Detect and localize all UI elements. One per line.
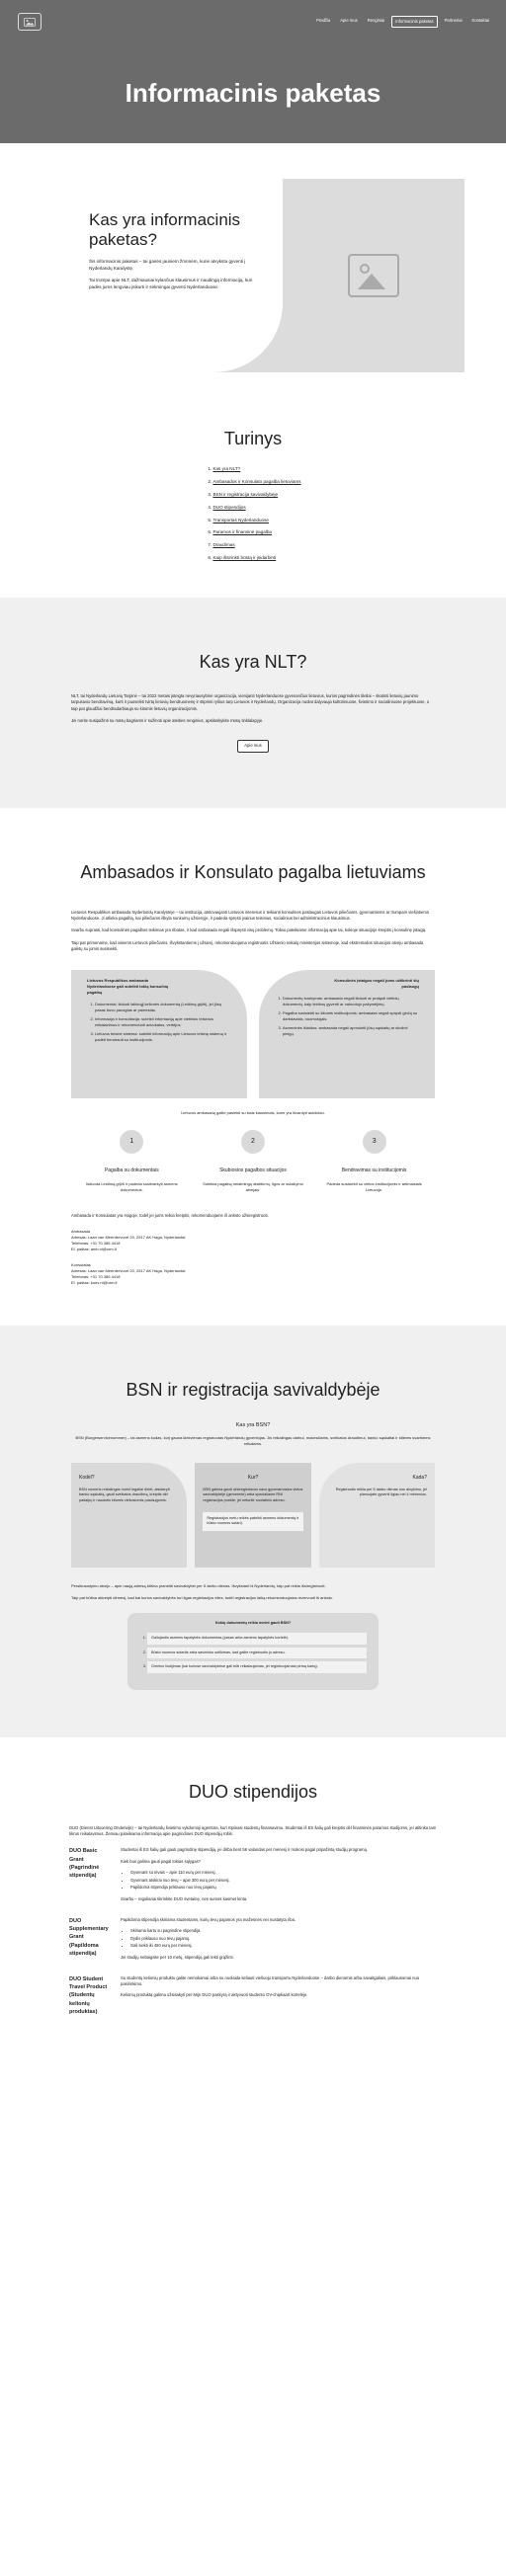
bsn-cards	[71, 1463, 435, 1568]
intro-text-panel	[71, 179, 283, 372]
contact-phone: Telefonas: +31 70 385 4418	[71, 1273, 121, 1279]
list-item: • Papildoma stipendija priklauso nuo tėvų pajamų.	[130, 1885, 437, 1891]
list-item: 3. Gimimo liudijimas (kai kuriose savivaldybėse gali būti reikalaujamas, jei registruojamasi pirmą kartą).	[147, 1661, 367, 1673]
intro-card	[71, 179, 464, 372]
bsn-paragraph: Taip pat būtina atkreipti dėmesį, kad kai kurios savivaldybės turi ilgas registracijos eiles, todėl registracijos laiką rekomenduojama rezervuoti iš anksto.	[71, 1595, 334, 1601]
step-text: Padeda susisiekti su vietos institucijomis ir artimaisiais Lietuvoje.	[326, 1180, 422, 1192]
nlt-title: Kas yra NLT?	[199, 652, 307, 673]
duo-paragraph: Papildoma stipendija skiriama studentams, kurių tėvų pajamos yra mažesnės nei nustatyta riba.	[121, 1916, 296, 1922]
list-item: 2. Informacija ir konsultacija: suteikti informaciją apie vietinius teisinius reikalavimus ir rekomenduoti advokatus, vertėjus.	[95, 1016, 231, 1028]
bsn-section	[0, 1326, 506, 1737]
card-text: Registruotis reikia per 5 darbo dienas nuo atvykimo, jei planuojate gyventi ilgiau nei 4 mėnesius.	[335, 1487, 427, 1497]
embassy-paragraph: Svarbu suprasti, kad konsulinės pagalbos teikimas yra ribotas, ir kad ambasada negali išspręsti visų problemų. Toliau pateikiame informaciją apie tai, kokioje situacijoje kreiptis į konsulinę įstaigą.	[71, 927, 427, 933]
embassy-section	[0, 808, 506, 1326]
card-question: Kada?	[412, 1475, 427, 1482]
toc-link[interactable]: BSN ir registracija savivaldybėje	[212, 491, 279, 497]
toc-list	[205, 466, 300, 568]
contact-address: Adresas: Laan van Meerdervoort 20, 2517 AK Haga, Nyderlandai	[71, 1267, 186, 1273]
toc-item	[212, 529, 300, 536]
nav-item-about[interactable]: Apie mus	[340, 17, 358, 23]
duo-list	[121, 1928, 437, 1949]
nav-item-home[interactable]: Pradžia	[316, 17, 331, 23]
duo-row	[69, 1847, 437, 1906]
can-help-card	[71, 970, 247, 1098]
toc-item	[212, 518, 300, 524]
step-title: Skubiosios pagalbos situacijos	[219, 1167, 287, 1174]
step-number: 2	[241, 1130, 265, 1154]
list-item: 1. Dokumentai: išduoti laikinąjį kelionės dokumentą (Leidimą grįžti), jei jūsų pasas buvo pavogtas ar pamestas.	[95, 1002, 231, 1013]
list-item: • Dydis priklauso nuo tėvų pajamų.	[130, 1936, 437, 1942]
list-item: 1. Galiojantis asmens tapatybės dokumentas (pasas arba asmens tapatybės kortelė).	[147, 1633, 367, 1645]
toc-link[interactable]: DUO stipendijos	[212, 504, 246, 510]
toc-item	[212, 555, 300, 562]
toc-link[interactable]: Transportas Nyderlanduose	[212, 517, 269, 523]
nlt-paragraph: NLT, tai Nyderlandų Lietuvių Tarpinė – tai 2022 metais įsteigta nevyriausybinė organizacija, vienijanti Nyderlanduose gyvenančius lietuvius, kurios pagrindinės tikslai – skatinti lietuvių jaunimo tarpusavio bendravimą, kurti ir puoselėti tvirtą lietuvių bendruomenę ir stiprinti ryšius tarp Lietuvos ir Nyderlandų. Organizacija nuolat dalyvauja kultūriniuose, švietimo ir socialiniuose projektuose, o taip pat glaudžiai bendradarbiauja su kitomis lietuvių organizacijomis.	[71, 693, 430, 711]
can-help-heading: Lietuvos Respublikos ambasada Nyderlanduose gali suteikti tokią konsulinę pagalbą	[87, 978, 169, 996]
duo-section	[0, 1737, 506, 2036]
duo-paragraph: Kiek bus galima gauti pagal tokias sąlygas?	[121, 1858, 202, 1864]
list-item: • Gyvenant atskirai nuo tėvų – apie 300 eurų per mėnesį.	[130, 1878, 437, 1884]
cannot-help-heading: Konsulinės įstaigos negali jums užtikrinti šių paslaugų	[334, 978, 419, 990]
nav-item-partners[interactable]: Partneriai	[444, 17, 463, 23]
list-item: • Gali siekti iki 450 eurų per mėnesį.	[130, 1943, 437, 1949]
toc-link[interactable]: Ambasados ir Konsulato pagalba lietuviams	[212, 478, 301, 484]
bsn-paragraph: Persikraustymo atveju – apie naują adresą būtina pranešti savivaldybei per 5 darbo dienas. Išvykstant iš Nyderlandų, taip pat reikia išsiregistruoti.	[71, 1583, 326, 1589]
toc-item	[212, 505, 300, 512]
step-title: Bendravimas su institucijomis	[341, 1167, 407, 1174]
toc-item	[212, 479, 300, 486]
duo-row-label: DUO Student Travel Product (Studentų kelionių produktas)	[69, 1975, 108, 2015]
intro-paragraph: Tai trumpa apie NLT, dažniausiai kylančius klausimus ir naudingą informaciją, kuri padės jums lengviau įsikurti ir sėkmingai gyventi Nyderlanduose.	[89, 277, 253, 289]
intro-image-panel	[283, 179, 464, 372]
can-help-list	[87, 1002, 231, 1043]
embassy-paragraph: Lietuvos Respublikos ambasada Nyderlandų Karalystėje – tai institucija, atstovaujanti Lietuvos interesus ir teikianti konsulines paslaugas Lietuvos piliečiams, gyvenantiems ar trumpam viešintiems Nyderlanduose. Ji atlieka pagalbą, kai piliečiams iškyla sunkumų užsienyje, ir padeda spręsti įvairius teisinius, socialinius bei administracinius klausimus.	[71, 909, 429, 921]
nlt-paragraph: Jei norite susipažinti su mūsų bagriams ir sužinoti apie ateities renginius, apsilankykite mūsų tinklalapyje.	[71, 718, 264, 724]
card-text: BSN numeris reikalingas norint legaliai dirbti, atsidaryti banko sąskaitą, gauti sveikatos draudimą, kreiptis dėl pašalpų ir naudotis kitomis viešosiomis paslaugomis.	[79, 1487, 170, 1503]
consulate-contact	[71, 1262, 435, 1286]
about-us-button[interactable]: Apie mus	[237, 740, 268, 752]
list-item: • Skiriama kartu su pagrindine stipendija.	[130, 1928, 437, 1934]
toc-item	[212, 466, 300, 473]
contact-address: Adresas: Laan van Meerdervoort 20, 2517 AK Haga, Nyderlandai	[71, 1234, 186, 1240]
toc-link[interactable]: Kas yra NLT?	[212, 466, 241, 471]
nav-item-info-package[interactable]: Informacinis paketas	[391, 16, 437, 28]
bsn-subtitle: Kas yra BSN?	[235, 1421, 271, 1428]
step-number: 1	[120, 1130, 143, 1154]
toc-item	[212, 492, 300, 499]
duo-row-text	[121, 1917, 437, 1966]
toc-link[interactable]: Paramos ir finansinė pagalba	[212, 529, 272, 535]
duo-list	[121, 1870, 437, 1891]
bsn-where-card	[195, 1463, 310, 1568]
embassy-note: Lietuvos ambasadą galite pasiekti su šiais klausimais, kurie yra išvardyti aukščiau.	[181, 1110, 325, 1116]
list-item: 2. Būsto nuomos sutartis arba savininko sutikimas, kad galite registruotis jo adresu.	[147, 1648, 367, 1659]
contact-title: Konsulatas	[71, 1261, 91, 1267]
duo-paragraph: Svarbu – reguliariai tikrinkite DUO svetainę, nes sumos kasmet kinta.	[121, 1895, 248, 1901]
contact-title: Ambasada	[71, 1228, 91, 1234]
embassy-title: Ambasados ir Konsulato pagalba lietuviams	[80, 861, 426, 882]
contact-email[interactable]: El. paštas: kons.nl@urm.lt	[71, 1279, 118, 1285]
toc-title: Turinys	[223, 429, 283, 448]
duo-paragraph: Kelionių produktą galima užsisakyti per Mijn DUO paskyrą ir aktyvuoti studento OV-chipkaart kortelėje.	[121, 1992, 308, 1998]
list-item: 3. Asmeninės išlaidos: ambasada negali apmokėti jūsų sąskaitų ar skolinti pinigų.	[283, 1025, 419, 1037]
duo-row-label: DUO Basic Grant (Pagrindinė stipendija)	[69, 1848, 100, 1880]
step-card	[320, 1130, 429, 1193]
intro-section	[0, 143, 506, 406]
card-inner-note: Registracijos metu reikės pateikti asmens dokumentą ir būsto nuomos sutartį.	[203, 1512, 302, 1531]
duo-title: DUO stipendijos	[188, 1781, 318, 1802]
bsn-why-card	[71, 1463, 187, 1568]
duo-paragraph: Su studentų kelionių produktu galite nemokamai arba su nuolaida keliauti viešuoju transportu Nyderlanduose – darbo dienomis arba savaitgaliais, priklausomai nuo pasirinkimo.	[121, 1974, 420, 1987]
top-bar	[0, 0, 506, 43]
image-placeholder-icon	[348, 254, 399, 297]
list-item: 3. Lietuvos teisinė sistema: suteikti informaciją apie Lietuvos teisinę sistemą ir padėti bendrauti su institucijomis.	[95, 1031, 231, 1043]
page-title: Informacinis paketas	[125, 78, 381, 108]
step-number: 3	[363, 1130, 386, 1154]
list-item: • Gyvenant su tėvais – apie 110 eurų per mėnesį.	[130, 1870, 437, 1876]
intro-title: Kas yra informacinis paketas?	[89, 210, 241, 249]
main-nav	[313, 16, 492, 28]
card-question: Kur?	[247, 1475, 259, 1482]
bsn-when-card	[319, 1463, 435, 1568]
box-title: Kokių dokumentų reikia norint gauti BSN?	[214, 1621, 292, 1626]
nav-item-events[interactable]: Renginiai	[367, 17, 385, 23]
list-item: 2. Pagalba susisiekti su kitomis institucijomis: ambasada negali spręsti ginčų su darbdaviais, nuomotojais.	[283, 1010, 419, 1022]
step-card	[77, 1130, 186, 1193]
contact-email[interactable]: El. paštas: amb.nl@urm.lt	[71, 1246, 117, 1251]
hero-banner	[0, 43, 506, 143]
intro-paragraph: Šis informacinis paketas – tai gairės jauniem žmonėm, kurie atvyksta gyventi į Nyderlandų Karalystę.	[89, 259, 246, 271]
card-question: Kodėl?	[79, 1475, 95, 1482]
duo-row-label: DUO Supplementary Grant (Papildoma stipendija)	[69, 1917, 109, 1957]
nlt-section	[0, 598, 506, 807]
bsn-title: BSN ir registracija savivaldybėje	[126, 1379, 380, 1400]
embassy-paragraph: Taip pat primename, kad visiems Lietuvos piliečiams, išvykstantiems į užsienį, rekomenduojama registruotis Užsienio reikalų ministerijos sistemoje, kad ekstremalios situacijos atveju ambasada galėtų su jumis susisiekti.	[71, 939, 424, 951]
duo-intro: DUO (Dienst Uitvoering Onderwijs) – tai Nyderlandų švietimo vykdomoji agentūra, kuri rūpinasi studentų finansavimu. Studentai iš ES šalių gali kreiptis dėl finansinės paramos studijoms, jei atitinka tam tikrus reikalavimus. Žemiau pateikiama informacija apie pagrindines DUO stipendijų rūšis.	[69, 1824, 437, 1837]
duo-paragraph: Studentai iš ES šalių gali gauti pagrindinę stipendiją, jei dirba bent 56 valandas per mėnesį ir mokosi pagal pripažintą studijų programą.	[121, 1847, 369, 1853]
duo-row-text	[121, 1975, 437, 2016]
duo-row-text	[121, 1847, 437, 1906]
cannot-help-list	[275, 996, 419, 1037]
contact-intro: Ambasada ir Konsulatas yra Hagoje, todėl jei jums reikia kreiptis, rekomenduojame iš anksto užsiregistruoti.	[71, 1212, 269, 1218]
embassy-contact	[71, 1229, 435, 1252]
embassy-cards	[71, 970, 435, 1098]
embassy-steps	[71, 1130, 435, 1193]
list-item: 1. Dokumentų tvarkymas: ambasada negali išduoti ar pratęsti vietinių dokumentų, kaip leidimų gyventi ar vairuotojo pažymėjimų.	[283, 996, 419, 1007]
toc-link[interactable]: Draudimas	[212, 542, 235, 548]
step-text: Išduoda Leidimą grįžti ir padeda susitvarkyti asmens dokumentus.	[85, 1180, 178, 1192]
contact-phone: Telefonas: +31 70 385 4418	[71, 1240, 121, 1246]
duo-row	[69, 1917, 437, 1966]
card-text: BSN galima gauti užsiregistravus savo gyvenamosios vietos savivaldybėje (gemeente) arba specialiame RNI registracijos punkte, jei neturite nuolatinio adreso.	[203, 1487, 303, 1503]
nav-item-contacts[interactable]: Kontaktai	[471, 17, 489, 23]
toc-item	[212, 542, 300, 549]
logo-icon[interactable]	[18, 13, 42, 31]
box-list	[139, 1633, 367, 1673]
cannot-help-card	[259, 970, 435, 1098]
toc-link[interactable]: Kaip išsirinkti būstą ir įsidarbinti	[212, 555, 277, 561]
step-card	[199, 1130, 307, 1193]
bsn-documents-box	[127, 1613, 379, 1690]
step-title: Pagalba su dokumentais	[104, 1167, 159, 1174]
step-text: Suteikia pagalbą nelaimingų atsitikimų, ligos ar sulaikymo atvejais.	[203, 1180, 303, 1192]
duo-paragraph: Jei studijų nebaigsite per 10 metų, stipendiją gali tekti grąžinti.	[121, 1954, 234, 1960]
bsn-lead: BSN (Burgerservicenummer) – tai asmens kodas, kurį gauna kiekvienas registruotas Nyderlandų gyventojas. Jis reikalingas darbui, mokesčiams, sveikatos draudimui, banko sąskaitai ir kitiems svarbiems reikalams.	[75, 1435, 431, 1447]
table-of-contents	[0, 406, 506, 598]
duo-row	[69, 1975, 437, 2016]
